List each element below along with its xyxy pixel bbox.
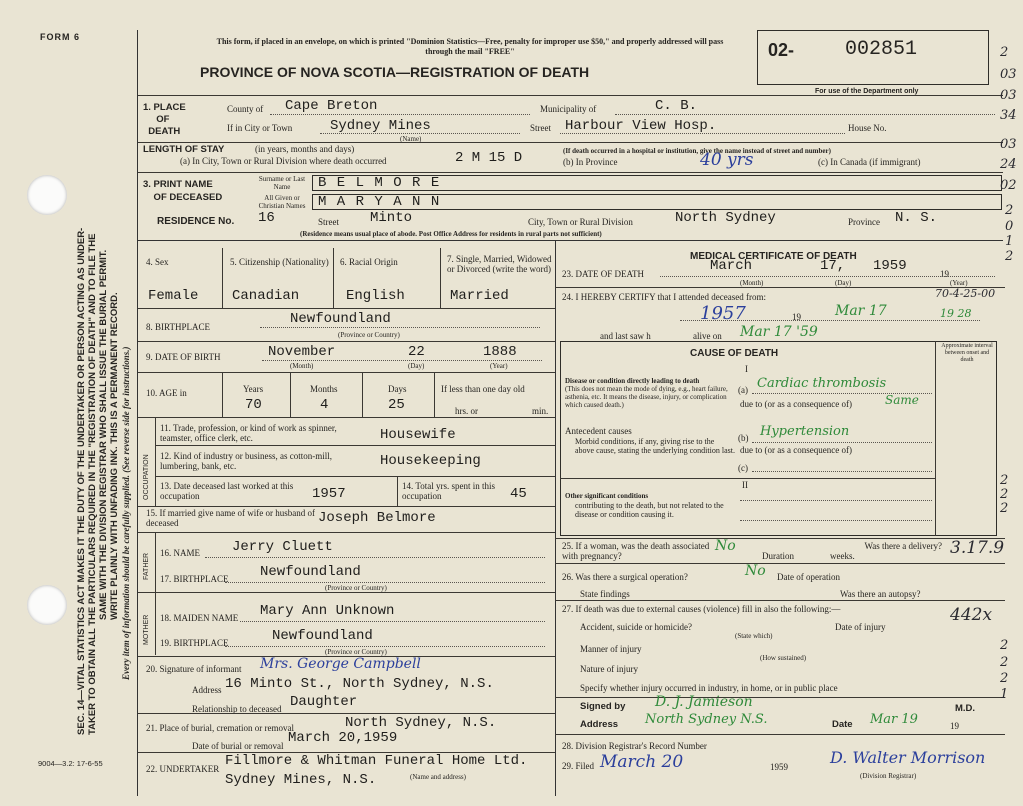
age-months: 4 xyxy=(320,397,329,413)
filed-year: 1959 xyxy=(770,762,788,772)
alive-on: alive on xyxy=(693,331,722,341)
mother-bp: Newfoundland xyxy=(272,628,373,644)
age-hrs: hrs. or xyxy=(455,406,478,416)
margin-note-11: 2 xyxy=(1005,249,1014,264)
last-worked-value: 1957 xyxy=(312,486,346,502)
burial-label: 21. Place of burial, cremation or removal xyxy=(146,723,294,733)
father-side: FATHER xyxy=(143,552,150,580)
given-value: M A R Y A N N xyxy=(318,194,441,210)
stay-b-label: (b) In Province xyxy=(563,157,618,167)
certify-19a: 19 xyxy=(792,312,801,322)
city-label: If in City or Town xyxy=(227,123,293,133)
last-saw-label: and last saw h xyxy=(600,331,651,341)
stay-a-value: 2 M 15 D xyxy=(455,150,523,166)
margin-note-r1: 19 28 xyxy=(940,307,972,320)
death-yr19: 19 xyxy=(940,269,949,279)
last-worked-label: 13. Date deceased last worked at this occupation xyxy=(160,481,294,501)
death-date-label: 23. DATE OF DEATH xyxy=(562,269,644,279)
birthplace-value: Newfoundland xyxy=(290,311,391,327)
sex-value: Female xyxy=(148,288,199,304)
other-note: contributing to the death, but not related to the disease or condition causing it. xyxy=(575,501,724,519)
margin-note-2: 03 xyxy=(1000,67,1017,82)
given-label: All Given or Christian Names xyxy=(258,194,306,210)
manner-label: Manner of injury xyxy=(580,644,642,654)
burial-date: March 20,1959 xyxy=(288,730,398,746)
margin-note-10: 1 xyxy=(1005,234,1014,249)
page-title: PROVINCE OF NOVA SCOTIA—REGISTRATION OF DEATH xyxy=(200,64,590,80)
margin-note-r3: 2 xyxy=(1000,487,1009,502)
cause-c-label: (c) xyxy=(738,463,748,473)
side-text-3: SAME WITH THE DIVISION REGISTRAR WHO SHALL ISSUE THE BURIAL PERMIT. xyxy=(98,249,109,620)
disease-label: Disease or condition directly leading to death xyxy=(565,377,700,385)
residence-city: North Sydney xyxy=(675,210,776,226)
surgical-value: No xyxy=(745,563,766,579)
div-reg: (Division Registrar) xyxy=(860,772,917,780)
filed-label: 29. Filed xyxy=(562,761,595,771)
margin-note-7: 02 xyxy=(1000,178,1017,193)
month-sub: (Month) xyxy=(290,362,314,370)
margin-note-r4: 2 xyxy=(1000,501,1009,516)
margin-note-r10: 1 xyxy=(1000,687,1009,702)
mail-notice: This form, if placed in an envelope, on which is printed "Dominion Statistics—Free, penalty for improper use $50," and properly addressed will pass through the mail "FREE" xyxy=(216,37,724,56)
age-months-label: Months xyxy=(310,384,338,394)
cause-a-label: (a) xyxy=(738,385,748,395)
burial-value: North Sydney, N.S. xyxy=(345,715,497,731)
age-label: 10. AGE in xyxy=(146,388,187,398)
birthplace-sub: (Province or Country) xyxy=(338,331,400,339)
marital-label: 7. Single, Married, Widowed or Divorced (write the word) xyxy=(447,254,552,274)
woman-label: 25. If a woman, was the death associated with pregnancy? xyxy=(562,541,710,561)
due-val-a: Same xyxy=(885,393,919,407)
margin-note-4: 34 xyxy=(1000,108,1017,123)
duration-label: Duration xyxy=(762,551,794,561)
sign-yr19: 19 xyxy=(950,721,959,731)
antecedent-note: Morbid conditions, if any, giving rise to the above cause, stating the underlying condition last. xyxy=(575,437,735,455)
last-saw-value: Mar 17 '59 xyxy=(740,324,818,340)
registrar-sig: D. Walter Morrison xyxy=(830,748,986,767)
margin-note-r7: 2 xyxy=(1000,638,1009,653)
spouse-value: Joseph Belmore xyxy=(318,510,436,526)
margin-note-r9: 2 xyxy=(1000,671,1009,686)
punch-hole-bottom xyxy=(27,585,67,625)
state-findings: State findings xyxy=(580,589,630,599)
disease-note: (This does not mean the mode of dying, e.g., heart failure, asthenia, etc. It means the disease, injury, or complication which caused death.) xyxy=(565,385,728,409)
cause-b-value: Hypertension xyxy=(760,424,850,439)
spouse-label: 15. If married give name of wife or husband of deceased xyxy=(146,508,315,528)
stay-a-label: (a) In City, Town or Rural Division where death occurred xyxy=(180,156,387,166)
total-label: 14. Total yrs. spent in this occupation xyxy=(402,481,495,501)
undertaker-value-2: Sydney Mines, N.S. xyxy=(225,772,377,788)
autopsy-label: Was there an autopsy? xyxy=(840,589,921,599)
how-sustained: (How sustained) xyxy=(760,654,807,662)
year-sub: (Year) xyxy=(490,362,508,370)
part-1: I xyxy=(745,364,748,374)
mother-name-label: 18. MAIDEN NAME xyxy=(160,613,239,623)
racial-value: English xyxy=(346,288,405,304)
residence-street-label: Street xyxy=(318,217,339,227)
reg-prefix: 02- xyxy=(768,40,795,60)
margin-note-1: 2 xyxy=(1000,45,1009,60)
surname-value: B E L M O R E xyxy=(318,175,441,191)
cause-header: CAUSE OF DEATH xyxy=(690,348,779,359)
informant-relation: Daughter xyxy=(290,694,358,710)
dob-day: 22 xyxy=(408,344,425,360)
death-month-sub: (Month) xyxy=(740,279,764,287)
informant-relation-label: Relationship to deceased xyxy=(192,704,282,714)
op-date-label: Date of operation xyxy=(777,572,840,582)
undertaker-label: 22. UNDERTAKER xyxy=(146,764,220,774)
residence-street: Minto xyxy=(370,210,413,226)
margin-note-top-right: 70-4-25-00 xyxy=(935,287,996,300)
due-to-a: due to (or as a consequence of) xyxy=(740,399,852,409)
stay-b-value: 40 yrs xyxy=(700,150,754,170)
signed-label: Signed by xyxy=(580,701,626,712)
street-label: Street xyxy=(530,123,551,133)
stay-c-label: (c) In Canada (if immigrant) xyxy=(818,157,921,167)
dob-label: 9. DATE OF BIRTH xyxy=(146,352,221,362)
cause-a-value: Cardiac thrombosis xyxy=(757,376,887,391)
municipality-label: Municipality of xyxy=(540,104,597,114)
punch-hole-top xyxy=(27,175,67,215)
interval-header: Approximate interval between onset and death xyxy=(941,343,993,363)
informant-address: 16 Minto St., North Sydney, N.S. xyxy=(225,676,494,692)
due-to-b: due to (or as a consequence of) xyxy=(740,445,852,455)
residence-label: RESIDENCE No. xyxy=(157,216,235,227)
weeks-label: weeks. xyxy=(830,551,855,561)
residence-city-label: City, Town or Rural Division xyxy=(528,217,633,227)
nature-label: Nature of injury xyxy=(580,664,638,674)
sign-date: Mar 19 xyxy=(870,712,918,727)
age-days: 25 xyxy=(388,397,405,413)
certify-to: Mar 17 xyxy=(835,303,887,319)
day-sub: (Day) xyxy=(408,362,425,370)
county-value: Cape Breton xyxy=(285,98,378,114)
footer-code: 9004—3.2: 17-6-55 xyxy=(38,759,103,768)
marital-value: Married xyxy=(450,288,509,304)
death-date-year: 1959 xyxy=(873,258,907,274)
mother-bp-label: 19. BIRTHPLACE xyxy=(160,638,229,648)
part-2: II xyxy=(742,480,748,490)
father-name: Jerry Cluett xyxy=(232,539,333,555)
death-date-month: March xyxy=(710,258,753,274)
municipality-value: C. B. xyxy=(655,98,698,114)
undertaker-value: Fillmore & Whitman Funeral Home Ltd. xyxy=(225,753,528,769)
citizenship-value: Canadian xyxy=(232,288,300,304)
reg-record-label: 28. Division Registrar's Record Number xyxy=(562,741,707,751)
signer-addr: North Sydney N.S. xyxy=(645,712,768,727)
stay-sub: (in years, months and days) xyxy=(255,144,355,154)
name-addr-sub: (Name and address) xyxy=(410,773,466,781)
certify-label: 24. I HEREBY CERTIFY that I attended deceased from: xyxy=(562,292,766,302)
side-text-2: TAKER TO OBTAIN ALL THE PARTICULARS REQUIRED IN THE "REGISTRATION OF DEATH" AND TO FILE THE xyxy=(87,233,98,735)
accident-label: Accident, suicide or homicide? xyxy=(580,622,692,632)
street-value: Harbour View Hosp. xyxy=(565,118,717,134)
father-bp: Newfoundland xyxy=(260,564,361,580)
margin-note-r8: 2 xyxy=(1000,655,1009,670)
age-days-label: Days xyxy=(388,384,407,394)
margin-note-3: 03 xyxy=(1000,88,1017,103)
surname-label: Surname or Last Name xyxy=(258,175,306,191)
house-label: House No. xyxy=(848,123,887,133)
residence-number: 16 xyxy=(258,210,275,226)
mother-side: MOTHER xyxy=(143,614,150,645)
residence-province-label: Province xyxy=(848,217,880,227)
margin-note-r2: 2 xyxy=(1000,473,1009,488)
woman-value: No xyxy=(715,538,736,554)
margin-note-5: 03 xyxy=(1000,137,1017,152)
informant-address-label: Address xyxy=(192,685,222,695)
occupation-side: OCCUPATION xyxy=(143,454,150,500)
margin-note-6: 24 xyxy=(1000,157,1017,172)
county-label: County of xyxy=(227,104,264,114)
residence-note: (Residence means usual place of abode. Post Office Address for residents in rural parts not sufficient) xyxy=(300,230,602,238)
dob-month: November xyxy=(268,344,336,360)
side-text-1: SEC. 14—VITAL STATISTICS ACT MAKES IT THE DUTY OF THE UNDERTAKER OR PERSON ACTING AS UNDER- xyxy=(76,227,87,735)
place-label: 1. PLACE OF DEATH xyxy=(143,102,186,137)
informant-sig: Mrs. George Campbell xyxy=(260,656,421,672)
name-sub: (Name) xyxy=(400,135,422,143)
father-name-label: 16. NAME xyxy=(160,548,200,558)
dept-use: For use of the Department only xyxy=(815,88,919,95)
signed-value: D. J. Jamieson xyxy=(655,694,753,710)
filed-value: March 20 xyxy=(600,752,684,772)
death-date-day: 17, xyxy=(820,258,846,274)
age-min: min. xyxy=(532,406,549,416)
form-id: FORM 6 xyxy=(40,32,81,42)
cause-b-label: (b) xyxy=(738,433,749,443)
signer-addr-label: Address xyxy=(580,719,619,730)
specify-label: Specify whether injury occurred in industry, in home, or in public place xyxy=(580,683,838,693)
name-label: 3. PRINT NAME OF DECEASED xyxy=(143,179,223,203)
dob-year: 1888 xyxy=(483,344,517,360)
birthplace-label: 8. BIRTHPLACE xyxy=(146,322,210,332)
age-less-day: If less than one day old xyxy=(441,384,525,394)
delivery-label: Was there a delivery? xyxy=(864,541,942,551)
surgical-label: 26. Was there a surgical operation? xyxy=(562,572,688,582)
antecedent-label: Antecedent causes xyxy=(565,426,632,436)
father-bp-label: 17. BIRTHPLACE xyxy=(160,574,229,584)
md-label: M.D. xyxy=(955,703,976,714)
stay-label: LENGTH OF STAY xyxy=(143,144,225,155)
death-day-sub: (Day) xyxy=(835,279,852,287)
burial-date-label: Date of burial or removal xyxy=(192,741,284,751)
margin-note-9: 0 xyxy=(1005,219,1014,234)
external-label: 27. If death was due to external causes (violence) fill in also the following:— xyxy=(562,604,841,614)
citizenship-label: 5. Citizenship (Nationality) xyxy=(230,257,329,267)
sign-date-label: Date xyxy=(832,719,853,730)
total-value: 45 xyxy=(510,486,527,502)
residence-province: N. S. xyxy=(895,210,938,226)
other-label: Other significant conditions xyxy=(565,492,649,500)
date-injury: Date of injury xyxy=(835,622,886,632)
age-years: 70 xyxy=(245,397,262,413)
age-years-label: Years xyxy=(243,384,264,394)
trade-value: Housewife xyxy=(380,427,456,443)
stay-b-note: (If death occurred in a hospital or institution, give the name instead of street and number) xyxy=(563,147,831,155)
mother-bp-sub: (Province or Country) xyxy=(325,648,387,656)
informant-sig-label: 20. Signature of informant xyxy=(146,664,242,674)
margin-note-r5: 3.17.9 xyxy=(950,538,1005,558)
racial-label: 6. Racial Origin xyxy=(340,257,398,267)
city-value: Sydney Mines xyxy=(330,118,431,134)
industry-label: 12. Kind of industry or business, as cotton-mill, lumbering, bank, etc. xyxy=(160,451,332,471)
mother-name: Mary Ann Unknown xyxy=(260,603,395,619)
medical-header: MEDICAL CERTIFICATE OF DEATH xyxy=(690,251,857,262)
certify-from: 1957 xyxy=(700,303,746,324)
trade-label: 11. Trade, profession, or kind of work as spinner, teamster, office clerk, etc. xyxy=(160,423,337,443)
industry-value: Housekeeping xyxy=(380,453,481,469)
margin-note-r6: 442x xyxy=(950,605,993,625)
father-bp-sub: (Province or Country) xyxy=(325,584,387,592)
side-text-4: WRITE PLAINLY WITH UNFADING INK. THIS IS A PERMANENT RECORD. xyxy=(109,292,120,620)
death-year-sub: (Year) xyxy=(950,279,968,287)
reg-number: 002851 xyxy=(845,38,918,61)
sex-label: 4. Sex xyxy=(146,257,169,267)
state-which: (State which) xyxy=(735,632,773,640)
side-text-5: Every item of information should be carefully supplied. (See reverse side for instructions.) xyxy=(121,346,131,680)
margin-note-8: 2 xyxy=(1005,203,1014,218)
